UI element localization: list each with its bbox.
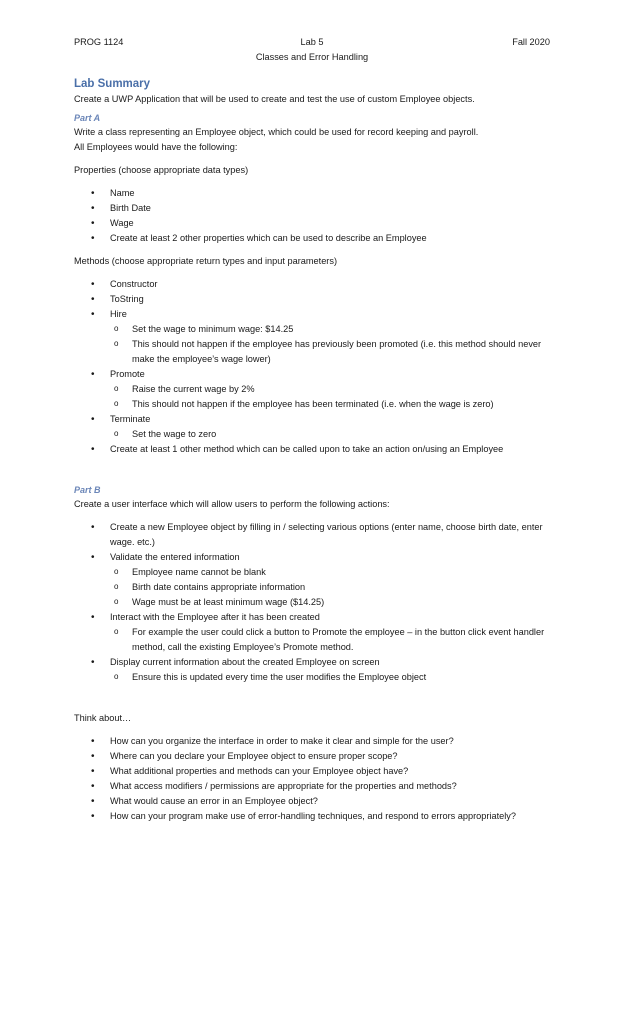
page-header: [74, 35, 550, 65]
list-item: • Create a new Employee object by filling in / selecting various options (enter name, choose birth date, enter wage. etc.): [74, 520, 552, 550]
validate-label: Validate the entered information: [110, 552, 240, 562]
sub-list-item: o Birth date contains appropriate information: [110, 580, 552, 595]
hire-label: Hire: [110, 309, 127, 319]
terminate-sublist: [110, 427, 552, 442]
part-a-heading: Part A: [74, 113, 101, 123]
sub-list-item: o This should not happen if the employee has previously been promoted (i.e. this method should never make the employee’s wage lower): [110, 337, 552, 367]
sub-list-item: o For example the user could click a button to Promote the employee – in the button click event handler method, call the existing Employee’s Promote method.: [110, 625, 552, 655]
list-item: • Name: [74, 186, 552, 201]
list-item-terminate: [74, 412, 552, 442]
sub-list-item: o Set the wage to minimum wage: $14.25: [110, 322, 552, 337]
list-item: • Wage: [74, 216, 552, 231]
interact-sublist: [110, 625, 552, 655]
sub-list-item: o Raise the current wage by 2%: [110, 382, 552, 397]
properties-list: [74, 186, 552, 246]
list-item: • Where can you declare your Employee object to ensure proper scope?: [74, 749, 552, 764]
list-item: • How can you organize the interface in order to make it clear and simple for the user?: [74, 734, 552, 749]
list-item: • Constructor: [74, 277, 552, 292]
list-item: • What would cause an error in an Employee object?: [74, 794, 552, 809]
think-about-list: [74, 734, 552, 824]
lab-summary-heading: Lab Summary: [74, 78, 151, 90]
list-item-display: [74, 655, 552, 685]
list-item: • Birth Date: [74, 201, 552, 216]
part-b-intro: Create a user interface which will allow users to perform the following actions:: [74, 499, 390, 509]
methods-label: Methods (choose appropriate return types and input parameters): [74, 256, 338, 266]
list-item: • Create at least 1 other method which can be called upon to take an action on/using an Employee: [74, 442, 552, 457]
document-body: [74, 76, 552, 824]
properties-label: Properties (choose appropriate data types): [74, 165, 249, 175]
list-item: • How can your program make use of error-handling techniques, and respond to errors appropriately?: [74, 809, 552, 824]
list-item-promote: [74, 367, 552, 412]
hire-sublist: [110, 322, 552, 367]
sub-list-item: o Ensure this is updated every time the user modifies the Employee object: [110, 670, 552, 685]
methods-list: [74, 277, 552, 457]
part-b-list: [74, 520, 552, 685]
sub-list-item: o Employee name cannot be blank: [110, 565, 552, 580]
list-item: • What additional properties and methods can your Employee object have?: [74, 764, 552, 779]
promote-sublist: [110, 382, 552, 412]
display-sublist: [110, 670, 552, 685]
part-a-intro-2: All Employees would have the following:: [74, 142, 238, 152]
list-item: • What access modifiers / permissions are appropriate for the properties and methods?: [74, 779, 552, 794]
list-item-hire: [74, 307, 552, 367]
display-label: Display current information about the created Employee on screen: [110, 657, 380, 667]
list-item-interact: [74, 610, 552, 655]
promote-label: Promote: [110, 369, 145, 379]
interact-label: Interact with the Employee after it has been created: [110, 612, 320, 622]
list-item-validate: [74, 550, 552, 610]
lab-topic: Classes and Error Handling: [255, 52, 369, 62]
terminate-label: Terminate: [110, 414, 151, 424]
lab-number: Lab 5: [300, 37, 324, 47]
header-title-block: [74, 35, 550, 65]
list-item: • Create at least 2 other properties which can be used to describe an Employee: [74, 231, 552, 246]
part-b-heading: Part B: [74, 485, 101, 495]
sub-list-item: o Wage must be at least minimum wage ($14.25): [110, 595, 552, 610]
think-about-label: Think about…: [74, 713, 132, 723]
course-code: PROG 1124: [74, 37, 124, 47]
validate-sublist: [110, 565, 552, 610]
part-a-intro: Write a class representing an Employee object, which could be used for record keeping and payroll.: [74, 127, 479, 137]
sub-list-item: o Set the wage to zero: [110, 427, 552, 442]
lab-summary-text: Create a UWP Application that will be used to create and test the use of custom Employee objects.: [74, 94, 475, 104]
sub-list-item: o This should not happen if the employee has been terminated (i.e. when the wage is zero): [110, 397, 552, 412]
list-item: • ToString: [74, 292, 552, 307]
term: Fall 2020: [512, 37, 550, 47]
